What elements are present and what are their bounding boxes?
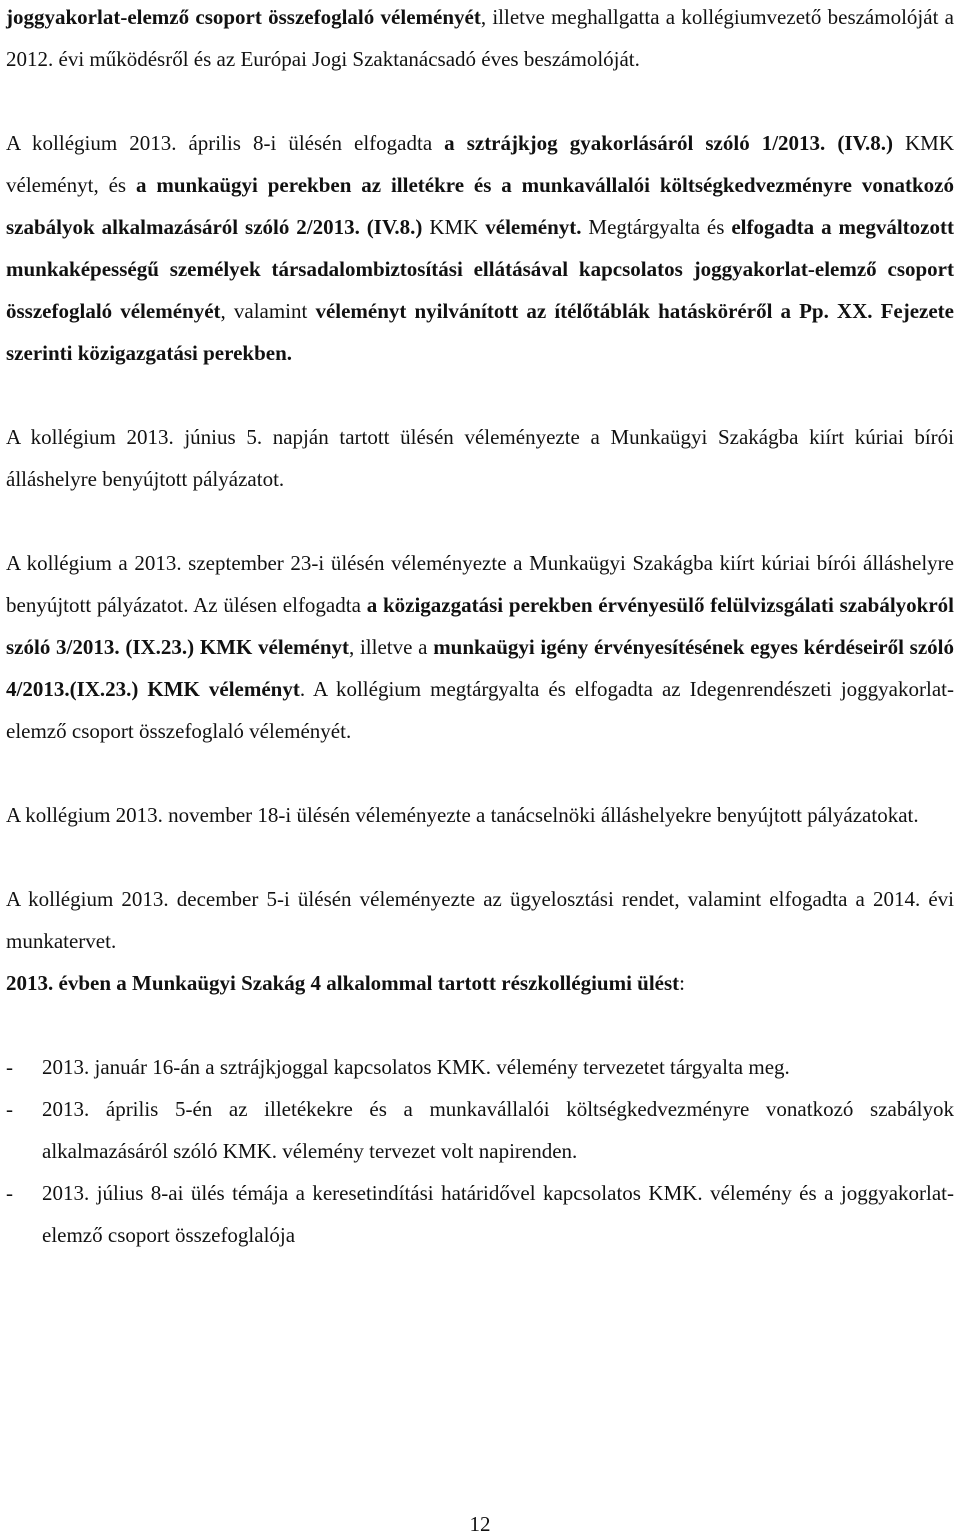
text-run: , illetve meghallgatta a kollégiumvezető beszámolóját a 2012. évi működésről és az Európai Jogi Szaktanácsadó éves beszámolóját.	[6, 5, 954, 71]
bold-text-run: véleményt.	[485, 215, 582, 239]
paragraph-gap	[6, 836, 954, 878]
paragraph	[6, 0, 954, 80]
list-item	[6, 1088, 954, 1172]
bold-text-run: munkaügyi igény érvényesítésének egyes kérdéseiről szóló 4/2013.(IX.23.) KMK véleményt	[6, 635, 954, 701]
list-dash: -	[6, 1181, 13, 1205]
paragraph-gap	[6, 80, 954, 122]
text-run: A kollégium a 2013. szeptember 23-i ülésén véleményezte a Munkaügyi Szakágba kiírt kúriai bírói álláshelyre benyújtott pályázatot. Az ülésen elfogadta	[6, 551, 954, 617]
paragraph	[6, 416, 954, 500]
text-run: , illetve a	[349, 635, 434, 659]
text-run: Megtárgyalta és	[581, 215, 732, 239]
list-item-text: 2013. július 8-ai ülés témája a keresetindítási határidővel kapcsolatos KMK. vélemény és a joggyakorlat-elemző csoport összefoglalója	[42, 1181, 954, 1247]
text-run: A kollégium 2013. november 18-i ülésén véleményezte a tanácselnöki álláshelyekre benyújtott pályázatokat.	[6, 803, 919, 827]
text-run: KMK	[422, 215, 486, 239]
text-run: :	[679, 971, 686, 995]
paragraph	[6, 122, 954, 374]
text-run: A kollégium 2013. december 5-i ülésén véleményezte az ügyelosztási rendet, valamint elfogadta a 2014. évi munkatervet.	[6, 887, 954, 953]
bold-text-run: 2013. évben a Munkaügyi Szakág 4 alkalommal tartott részkollégiumi ülést	[6, 971, 680, 995]
bold-text-run: a közigazgatási perekben érvényesülő felülvizsgálati szabályokról szóló 3/2013. (IX.23.) KMK véleményt	[6, 593, 954, 659]
bold-text-run: elfogadta a megváltozott munkaképességű személyek társadalombiztosítási ellátásával kapcsolatos joggyakorlat-elemző csoport összefoglaló véleményét	[6, 215, 954, 323]
paragraph-gap	[6, 374, 954, 416]
list-dash: -	[6, 1097, 13, 1121]
text-run: A kollégium 2013. április 8-i ülésén elfogadta	[6, 131, 445, 155]
text-run: . A kollégium megtárgyalta és elfogadta az Idegenrendészeti joggyakorlat-elemző csoport összefoglaló véleményét.	[6, 677, 954, 743]
paragraph	[6, 878, 954, 962]
list-item	[6, 1172, 954, 1256]
paragraph-gap	[6, 752, 954, 794]
bold-text-run: a sztrájkjog gyakorlásáról szóló 1/2013. (IV.8.)	[444, 131, 893, 155]
paragraph	[6, 794, 954, 836]
bold-text-run: véleményt nyilvánított az ítélőtáblák hatásköréről a Pp. XX. Fejezete szerinti közigazgatási perekben.	[6, 299, 955, 365]
text-run: A kollégium 2013. június 5. napján tartott ülésén véleményezte a Munkaügyi Szakágba kiírt kúriai bírói álláshelyre benyújtott pályázatot.	[6, 425, 954, 491]
paragraph-gap	[6, 1004, 954, 1046]
list-item-text: 2013. január 16-án a sztrájkjoggal kapcsolatos KMK. vélemény tervezetet tárgyalta meg.	[42, 1055, 790, 1079]
bold-text-run: joggyakorlat-elemző csoport összefoglaló véleményét	[6, 5, 481, 29]
list-dash: -	[6, 1055, 13, 1079]
bold-text-run: a munkaügyi perekben az illetékre és a munkavállalói költségkedvezményre vonatkozó szabályok alkalmazásáról szóló 2/2013. (IV.8.)	[6, 173, 954, 239]
text-run: , valamint	[220, 299, 316, 323]
document-body	[6, 0, 954, 1256]
list-item	[6, 1046, 954, 1088]
paragraph-gap	[6, 500, 954, 542]
text-run: KMK véleményt, és	[6, 131, 954, 197]
list-item-text: 2013. április 5-én az illetékekre és a munkavállalói költségkedvezményre vonatkozó szabályok alkalmazásáról szóló KMK. vélemény tervezet volt napirenden.	[42, 1097, 954, 1163]
paragraph	[6, 542, 954, 752]
section-heading	[6, 962, 954, 1004]
page-number: 12	[469, 1512, 491, 1536]
meeting-list	[6, 1046, 954, 1256]
